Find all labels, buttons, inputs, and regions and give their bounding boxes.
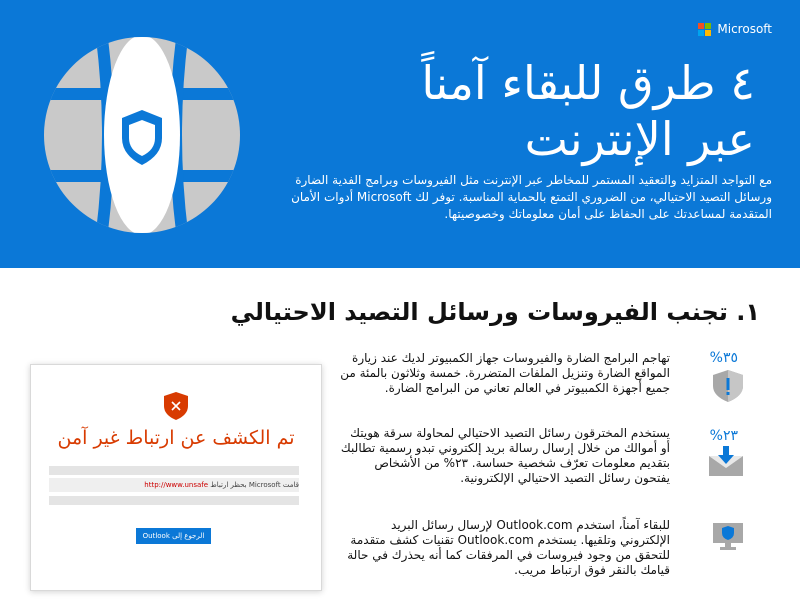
microsoft-squares-icon	[698, 23, 711, 36]
stat-description: يستخدم المخترقون رسائل التصيد الاحتيالي لمحاولة سرقة هويتك أو أموالك من خلال إرسال رسالة بريد إلكتروني تبدو رسمية تطالبك بتقديم معلومات تعرّف شخصية حساسة. ٢٣% من الأشخاص يفتحون رسائل التصيد الاحتيالي الإلكترونية.	[340, 426, 670, 485]
stat-number: ٢٣%	[709, 428, 738, 444]
stat-number: ٣٥%	[709, 350, 738, 366]
warning-message-text: قامت Microsoft بحظر ارتباط	[210, 481, 299, 489]
hero-banner	[0, 0, 800, 268]
warning-url: http://www.unsafe	[144, 481, 209, 489]
envelope-download-icon	[709, 446, 743, 476]
back-to-outlook-button[interactable]: الرجوع إلى Outlook	[136, 528, 211, 544]
placeholder-bar	[49, 466, 299, 475]
hero-title-line2: عبر الإنترنت	[524, 112, 755, 166]
globe-shield-icon	[42, 10, 242, 260]
stat-description: تهاجم البرامج الضارة والفيروسات جهاز الكمبيوتر لديك عند زيارة المواقع الضارة وتنزيل الملفات المتضررة. خمسة وثلاثون بالمئة من جميع أجهزة الكمبيوتر في العالم تعاني من البرامج الضارة.	[340, 351, 670, 395]
monitor-shield-icon	[713, 523, 743, 551]
unsafe-link-warning-mock	[30, 364, 322, 591]
warning-title: تم الكشف عن ارتباط غير آمن	[57, 427, 295, 449]
shield-exclamation-icon	[713, 370, 743, 402]
placeholder-bar	[49, 496, 299, 505]
hero-title	[335, 55, 755, 167]
microsoft-wordmark: Microsoft	[717, 22, 772, 36]
section-title: ١. تجنب الفيروسات ورسائل التصيد الاحتيالي	[230, 298, 760, 326]
hero-title-line1: ٤ طرق للبقاء آمناً	[421, 56, 755, 110]
hero-description: مع التواجد المتزايد والتعقيد المستمر للمخاطر عبر الإنترنت مثل الفيروسات وبرامج الفدية الضارة ورسائل التصيد الاحتيالي، من الضروري التمتع بالحماية المناسبة. توفر لك Microsoft أدوات الأمان المتقدمة لمساعدتك على الحفاظ على أمان معلوماتك وخصوصيتها.	[291, 173, 772, 221]
microsoft-logo	[698, 22, 772, 36]
warning-message	[49, 478, 299, 492]
stat-description: للبقاء آمناً، استخدم Outlook.com لإرسال رسائل البريد الإلكتروني وتلقيها. يستخدم Outlook.com تقنيات كشف متقدمة للتحقق من وجود فيروسات في المرفقات كما أنه يحذرك في حالة قيامك بالنقر فوق ارتباط مريب.	[347, 518, 670, 577]
red-shield-x-icon	[164, 392, 188, 420]
